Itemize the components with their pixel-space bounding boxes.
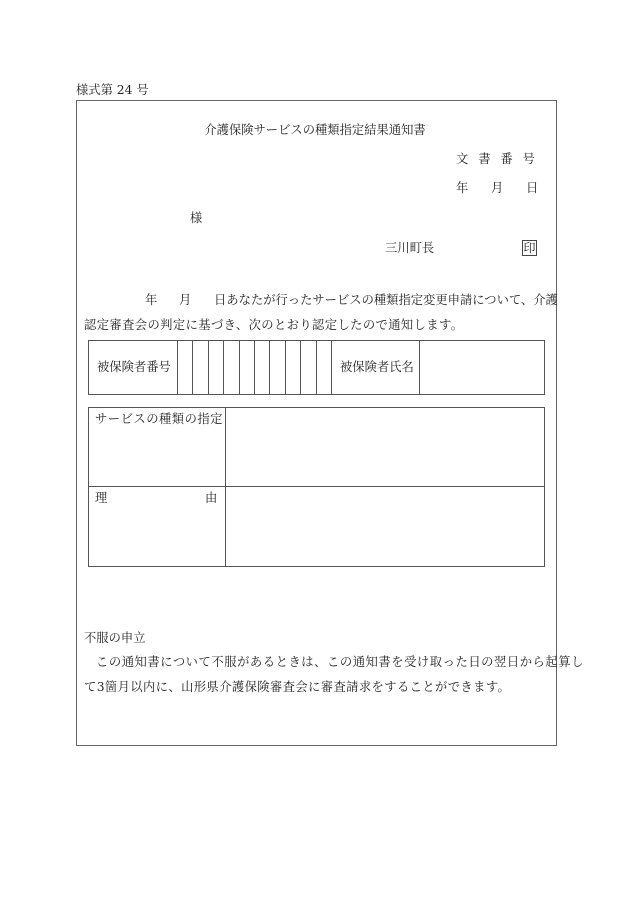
insured-number-digit-field[interactable] [270,341,284,394]
insured-number-digit-field[interactable] [240,341,254,394]
date-year: 年 [456,181,469,195]
objection-heading: 不服の申立 [84,631,146,645]
insured-number-digit-field[interactable] [317,341,331,394]
insured-name-label: 被保険者氏名 [340,360,414,374]
service-type-label: サービスの種類の指定 [95,412,223,426]
addressee-suffix: 様 [190,211,203,225]
issuer: 三川町長 [385,241,435,255]
reason-label-end: 由 [205,491,218,505]
document-number-label: 文 書 番 号 [456,152,538,166]
body-line2: 認定審査会の判定に基づき、次のとおり認定したので通知します。 [84,318,464,332]
date-month: 月 [491,181,504,195]
date-day: 日 [526,181,539,195]
seal-mark: 印 [523,241,536,255]
insured-number-label: 被保険者番号 [97,360,171,374]
insured-number-digit-field[interactable] [224,341,238,394]
objection-line2: て3箇月以内に、山形県介護保険審査会に審査請求をすることができます。 [84,680,511,694]
body-year: 年 [145,293,158,307]
insured-number-digit-field[interactable] [193,341,207,394]
insured-number-digit-field[interactable] [255,341,269,394]
objection-line1: この通知書について不服があるときは、この通知書を受け取った日の翌日から起算し [96,655,584,669]
insured-number-digit-field[interactable] [209,341,223,394]
form-number: 様式第 24 号 [76,83,149,97]
insured-number-digit-field[interactable] [286,341,300,394]
service-type-field[interactable] [226,408,544,486]
body-month: 月 [179,293,192,307]
body-line1: 日あなたが行ったサービスの種類指定変更申請について、介護 [214,293,558,307]
digit-cell-divider [331,340,332,395]
insured-number-digit-field[interactable] [301,341,315,394]
insured-number-digit-field[interactable] [178,341,192,394]
document-title: 介護保険サービスの種類指定結果通知書 [204,123,426,137]
insured-name-field[interactable] [420,341,544,394]
reason-field[interactable] [226,487,544,566]
reason-label-start: 理 [95,491,108,505]
